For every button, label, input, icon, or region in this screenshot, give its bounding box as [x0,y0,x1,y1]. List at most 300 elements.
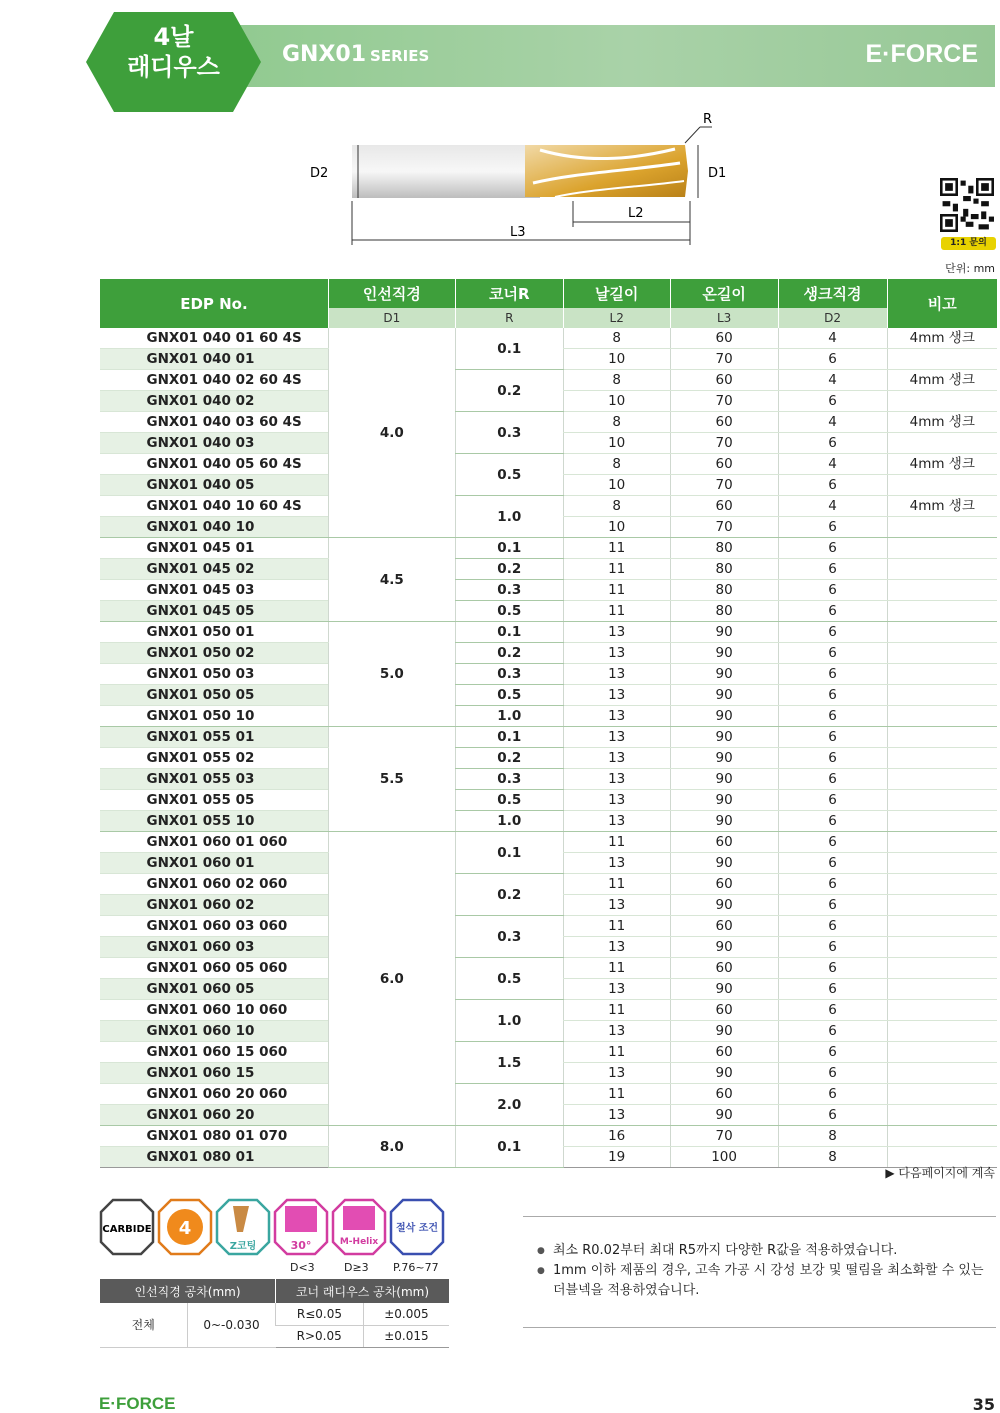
edp-cell: GNX01 060 01 060 [100,832,329,853]
edp-cell: GNX01 040 10 [100,517,329,538]
note-cell: 4mm 생크 [887,454,997,475]
r-cell: 1.0 [455,496,563,538]
l2-cell: 11 [563,1042,670,1063]
table-row [100,1042,998,1063]
l2-cell: 13 [563,769,670,790]
edp-cell: GNX01 050 10 [100,706,329,727]
d2-cell: 6 [778,853,887,874]
l3-cell: 60 [670,874,778,895]
l3-cell: 90 [670,1063,778,1084]
r-cell: 0.2 [455,748,563,769]
svg-text:절삭 조건: 절삭 조건 [395,1223,439,1234]
r-cell: 0.3 [455,580,563,601]
r-cell: 0.2 [455,874,563,916]
unit-label: 단위: mm [945,262,995,275]
tolerance-table [99,1279,449,1348]
l2-cell: 11 [563,559,670,580]
d2-cell: 6 [778,706,887,727]
table-row [100,454,998,475]
feature-notes [523,1216,996,1328]
d2-cell: 6 [778,895,887,916]
edp-cell: GNX01 040 02 [100,391,329,412]
l2-cell: 10 [563,349,670,370]
d2-cell: 6 [778,349,887,370]
edp-cell: GNX01 060 03 [100,937,329,958]
note-cell [887,1042,997,1063]
table-row [100,580,998,601]
brand-logo: E·FORCE [865,40,978,68]
l2-cell: 11 [563,874,670,895]
helix-30-icon [275,1200,327,1254]
d2-cell: 6 [778,622,887,643]
col-note: 비고 [887,279,997,328]
note-cell [887,811,997,832]
l3-cell: 90 [670,685,778,706]
l2-cell: 11 [563,538,670,559]
d1-cell: 4.5 [328,538,455,622]
l2-cell: 11 [563,958,670,979]
d2-cell: 6 [778,1000,887,1021]
l3-cell: 70 [670,1126,778,1147]
r-cell: 0.5 [455,958,563,1000]
table-row [100,664,998,685]
edp-cell: GNX01 045 03 [100,580,329,601]
edp-cell: GNX01 060 20 [100,1105,329,1126]
l3-cell: 90 [670,748,778,769]
d2-cell: 6 [778,643,887,664]
d2-cell: 6 [778,1084,887,1105]
tol-r2-value: ±0.015 [363,1325,449,1347]
note-cell [887,349,997,370]
caption-d-lt3: D<3 [290,1261,315,1274]
table-row [100,496,998,517]
edp-cell: GNX01 045 02 [100,559,329,580]
d2-cell: 6 [778,916,887,937]
r-cell: 0.3 [455,664,563,685]
edp-cell: GNX01 040 01 [100,349,329,370]
l3-cell: 90 [670,664,778,685]
l3-cell: 60 [670,412,778,433]
r-cell: 0.5 [455,685,563,706]
table-row [100,643,998,664]
edp-cell: GNX01 055 10 [100,811,329,832]
cutting-conditions-icon [391,1200,443,1254]
l2-cell: 13 [563,1063,670,1084]
note-cell [887,433,997,454]
d2-cell: 6 [778,811,887,832]
table-row [100,874,998,895]
l2-cell: 19 [563,1147,670,1168]
r-cell: 0.2 [455,643,563,664]
l3-cell: 60 [670,1000,778,1021]
d2-cell: 6 [778,1105,887,1126]
col-r: 코너R [455,279,563,308]
spec-table [99,279,997,1168]
d2-cell: 4 [778,454,887,475]
r-cell: 0.1 [455,727,563,748]
d1-cell: 6.0 [328,832,455,1126]
d2-cell: 6 [778,517,887,538]
series-title [282,42,429,67]
d2-cell: 6 [778,1042,887,1063]
note-item: ● 최소 R0.02부터 최대 R5까지 다양한 R값을 적용하였습니다. [537,1241,996,1261]
d2-cell: 6 [778,1063,887,1084]
l3-cell: 90 [670,643,778,664]
shank-shape [352,145,540,198]
l2-cell: 13 [563,664,670,685]
l2-cell: 13 [563,937,670,958]
edp-cell: GNX01 060 15 060 [100,1042,329,1063]
r-cell: 0.1 [455,622,563,643]
edp-cell: GNX01 060 03 060 [100,916,329,937]
edp-cell: GNX01 040 03 60 4S [100,412,329,433]
d2-cell: 4 [778,328,887,349]
d2-cell: 6 [778,685,887,706]
edp-cell: GNX01 080 01 070 [100,1126,329,1147]
l2-cell: 13 [563,790,670,811]
d2-cell: 8 [778,1126,887,1147]
note-cell [887,580,997,601]
l3-cell: 90 [670,1105,778,1126]
footer-brand: E·FORCE [99,1394,176,1413]
table-row [100,370,998,391]
edp-cell: GNX01 040 05 [100,475,329,496]
svg-text:Z코팅: Z코팅 [229,1241,257,1252]
note-cell: 4mm 생크 [887,412,997,433]
note-cell [887,1021,997,1042]
table-row [100,832,998,853]
note-cell: 4mm 생크 [887,370,997,391]
l2-cell: 10 [563,433,670,454]
edp-cell: GNX01 060 20 060 [100,1084,329,1105]
col-d2: 생크직경 [778,279,887,308]
l2-cell: 13 [563,1105,670,1126]
r-cell: 0.1 [455,832,563,874]
d2-cell: 4 [778,496,887,517]
r-cell: 0.1 [455,328,563,370]
edp-cell: GNX01 055 02 [100,748,329,769]
d2-cell: 6 [778,580,887,601]
table-row [100,790,998,811]
edp-cell: GNX01 040 02 60 4S [100,370,329,391]
sub-d1: D1 [328,308,455,328]
note-cell [887,958,997,979]
tol-all: 전체 [100,1303,188,1347]
edp-cell: GNX01 060 05 [100,979,329,1000]
d2-cell: 6 [778,391,887,412]
edp-cell: GNX01 060 15 [100,1063,329,1084]
table-row [100,916,998,937]
category-label [86,22,261,82]
d1-cell: 4.0 [328,328,455,538]
l3-cell: 90 [670,706,778,727]
tol-r1: R≤0.05 [276,1303,364,1325]
l2-cell: 13 [563,895,670,916]
d2-cell: 6 [778,937,887,958]
r-cell: 2.0 [455,1084,563,1126]
edp-cell: GNX01 040 10 60 4S [100,496,329,517]
l3-cell: 70 [670,391,778,412]
l3-cell: 90 [670,811,778,832]
sub-r: R [455,308,563,328]
series-name: GNX01 [282,42,367,67]
d1-cell: 5.0 [328,622,455,727]
l2-cell: 16 [563,1126,670,1147]
table-row [100,1126,998,1147]
l2-cell: 10 [563,391,670,412]
l3-cell: 90 [670,769,778,790]
r-cell: 0.5 [455,790,563,811]
d2-cell: 6 [778,979,887,1000]
edp-cell: GNX01 040 03 [100,433,329,454]
l3-cell: 60 [670,454,778,475]
l2-cell: 13 [563,979,670,1000]
note-cell [887,1084,997,1105]
note-cell [887,664,997,685]
l3-cell: 80 [670,601,778,622]
note-cell [887,601,997,622]
table-row [100,748,998,769]
table-row [100,769,998,790]
col-edp: EDP No. [100,279,329,328]
edp-cell: GNX01 055 01 [100,727,329,748]
note-cell [887,559,997,580]
sub-d2: D2 [778,308,887,328]
l3-cell: 90 [670,790,778,811]
edp-cell: GNX01 050 03 [100,664,329,685]
edp-cell: GNX01 060 02 060 [100,874,329,895]
carbide-icon [101,1200,153,1254]
l3-cell: 90 [670,853,778,874]
l2-cell: 10 [563,517,670,538]
m-helix-icon [333,1200,385,1254]
note-cell [887,727,997,748]
d2-cell: 6 [778,769,887,790]
page-number: 35 [972,1395,995,1413]
r-cell: 0.1 [455,538,563,559]
note-cell [887,517,997,538]
svg-text:30°: 30° [290,1239,312,1252]
l2-cell: 13 [563,685,670,706]
note-cell [887,832,997,853]
l3-cell: 80 [670,538,778,559]
category-line-1: 4날 [153,23,194,51]
note-cell [887,706,997,727]
l3-cell: 90 [670,727,778,748]
d2-cell: 6 [778,958,887,979]
d2-cell: 6 [778,727,887,748]
sub-l3: L3 [670,308,778,328]
d2-cell: 4 [778,412,887,433]
edp-cell: GNX01 050 02 [100,643,329,664]
label-d1: D1 [708,166,727,181]
label-d2: D2 [310,166,329,181]
d2-cell: 6 [778,559,887,580]
note-cell [887,937,997,958]
d2-cell: 6 [778,433,887,454]
note-cell [887,622,997,643]
tool-drawing [300,105,740,250]
table-row [100,958,998,979]
note-cell [887,916,997,937]
spec-table-body [100,328,998,1168]
note-cell [887,643,997,664]
l3-cell: 80 [670,580,778,601]
d2-cell: 6 [778,475,887,496]
note-item: ● 1mm 이하 제품의 경우, 고속 가공 시 강성 보강 및 떨림을 최소화할 수 있는 더블넥을 적용하였습니다. [537,1261,996,1301]
table-row [100,1084,998,1105]
edp-cell: GNX01 080 01 [100,1147,329,1168]
table-row [100,811,998,832]
l2-cell: 8 [563,454,670,475]
four-flute-icon [159,1200,211,1254]
l3-cell: 60 [670,496,778,517]
note-cell [887,874,997,895]
col-d1: 인선직경 [328,279,455,308]
d1-cell: 8.0 [328,1126,455,1168]
l3-cell: 60 [670,370,778,391]
note-cell [887,1063,997,1084]
edp-cell: GNX01 045 01 [100,538,329,559]
d2-cell: 6 [778,664,887,685]
edp-cell: GNX01 060 01 [100,853,329,874]
edp-cell: GNX01 060 02 [100,895,329,916]
edp-cell: GNX01 045 05 [100,601,329,622]
tol-dia-value: 0~-0.030 [188,1303,276,1347]
z-coating-icon [217,1200,269,1254]
l3-cell: 60 [670,832,778,853]
d2-cell: 4 [778,370,887,391]
table-row [100,538,998,559]
note-cell [887,1000,997,1021]
l2-cell: 8 [563,412,670,433]
l2-cell: 10 [563,475,670,496]
edp-cell: GNX01 055 03 [100,769,329,790]
table-row [100,706,998,727]
l3-cell: 60 [670,916,778,937]
edp-cell: GNX01 060 10 [100,1021,329,1042]
continued-note: ▶ 다음페이지에 계속 [885,1166,995,1180]
note-cell [887,475,997,496]
feature-icons [99,1198,449,1258]
l2-cell: 11 [563,601,670,622]
d2-cell: 6 [778,832,887,853]
note-cell [887,853,997,874]
l2-cell: 8 [563,328,670,349]
note-cell [887,748,997,769]
l3-cell: 90 [670,979,778,1000]
r-cell: 1.0 [455,1000,563,1042]
l3-cell: 80 [670,559,778,580]
tol-header-dia: 인선직경 공차(mm) [100,1279,276,1303]
d1-cell: 5.5 [328,727,455,832]
l3-cell: 90 [670,1021,778,1042]
caption-page-ref: P.76~77 [393,1261,439,1274]
l3-cell: 100 [670,1147,778,1168]
l3-cell: 90 [670,622,778,643]
l2-cell: 11 [563,580,670,601]
d2-cell: 6 [778,1021,887,1042]
l3-cell: 60 [670,1084,778,1105]
label-l2: L2 [628,206,644,221]
note-cell [887,790,997,811]
label-r: R [703,112,713,127]
table-row [100,559,998,580]
d2-cell: 6 [778,601,887,622]
table-row [100,727,998,748]
l2-cell: 13 [563,853,670,874]
edp-cell: GNX01 040 01 60 4S [100,328,329,349]
series-suffix: SERIES [370,47,430,65]
tol-r1-value: ±0.005 [363,1303,449,1325]
l2-cell: 11 [563,832,670,853]
note-cell [887,685,997,706]
r-cell: 1.0 [455,811,563,832]
r-cell: 0.1 [455,1126,563,1168]
qr-code[interactable] [940,178,994,232]
d2-cell: 6 [778,748,887,769]
table-row [100,601,998,622]
edp-cell: GNX01 050 05 [100,685,329,706]
inquiry-button[interactable]: 1:1 문의 [941,237,996,250]
r-cell: 1.0 [455,706,563,727]
l2-cell: 11 [563,1000,670,1021]
note-cell [887,538,997,559]
note-cell [887,979,997,1000]
l3-cell: 70 [670,433,778,454]
caption-d-ge3: D≥3 [344,1261,369,1274]
col-l2: 날길이 [563,279,670,308]
note-cell: 4mm 생크 [887,328,997,349]
l3-cell: 70 [670,475,778,496]
l2-cell: 13 [563,706,670,727]
edp-cell: GNX01 040 05 60 4S [100,454,329,475]
table-row [100,328,998,349]
table-row [100,685,998,706]
edp-cell: GNX01 060 10 060 [100,1000,329,1021]
r-cell: 0.3 [455,769,563,790]
note-cell [887,1105,997,1126]
note-cell [887,391,997,412]
l2-cell: 13 [563,727,670,748]
note-cell [887,895,997,916]
r-cell: 0.3 [455,916,563,958]
table-row [100,1000,998,1021]
r-cell: 0.5 [455,601,563,622]
l2-cell: 11 [563,916,670,937]
svg-text:CARBIDE: CARBIDE [102,1224,152,1235]
r-cell: 1.5 [455,1042,563,1084]
d2-cell: 8 [778,1147,887,1168]
l2-cell: 13 [563,748,670,769]
r-cell: 0.2 [455,559,563,580]
r-cell: 0.2 [455,370,563,412]
category-line-2: 래디우스 [127,53,220,81]
table-row [100,412,998,433]
col-l3: 온길이 [670,279,778,308]
table-row [100,622,998,643]
l3-cell: 90 [670,937,778,958]
l3-cell: 60 [670,328,778,349]
label-l3: L3 [510,225,526,240]
l2-cell: 13 [563,1021,670,1042]
l2-cell: 8 [563,496,670,517]
l2-cell: 13 [563,622,670,643]
note-cell: 4mm 생크 [887,496,997,517]
l2-cell: 11 [563,1084,670,1105]
r-cell: 0.3 [455,412,563,454]
edp-cell: GNX01 060 05 060 [100,958,329,979]
